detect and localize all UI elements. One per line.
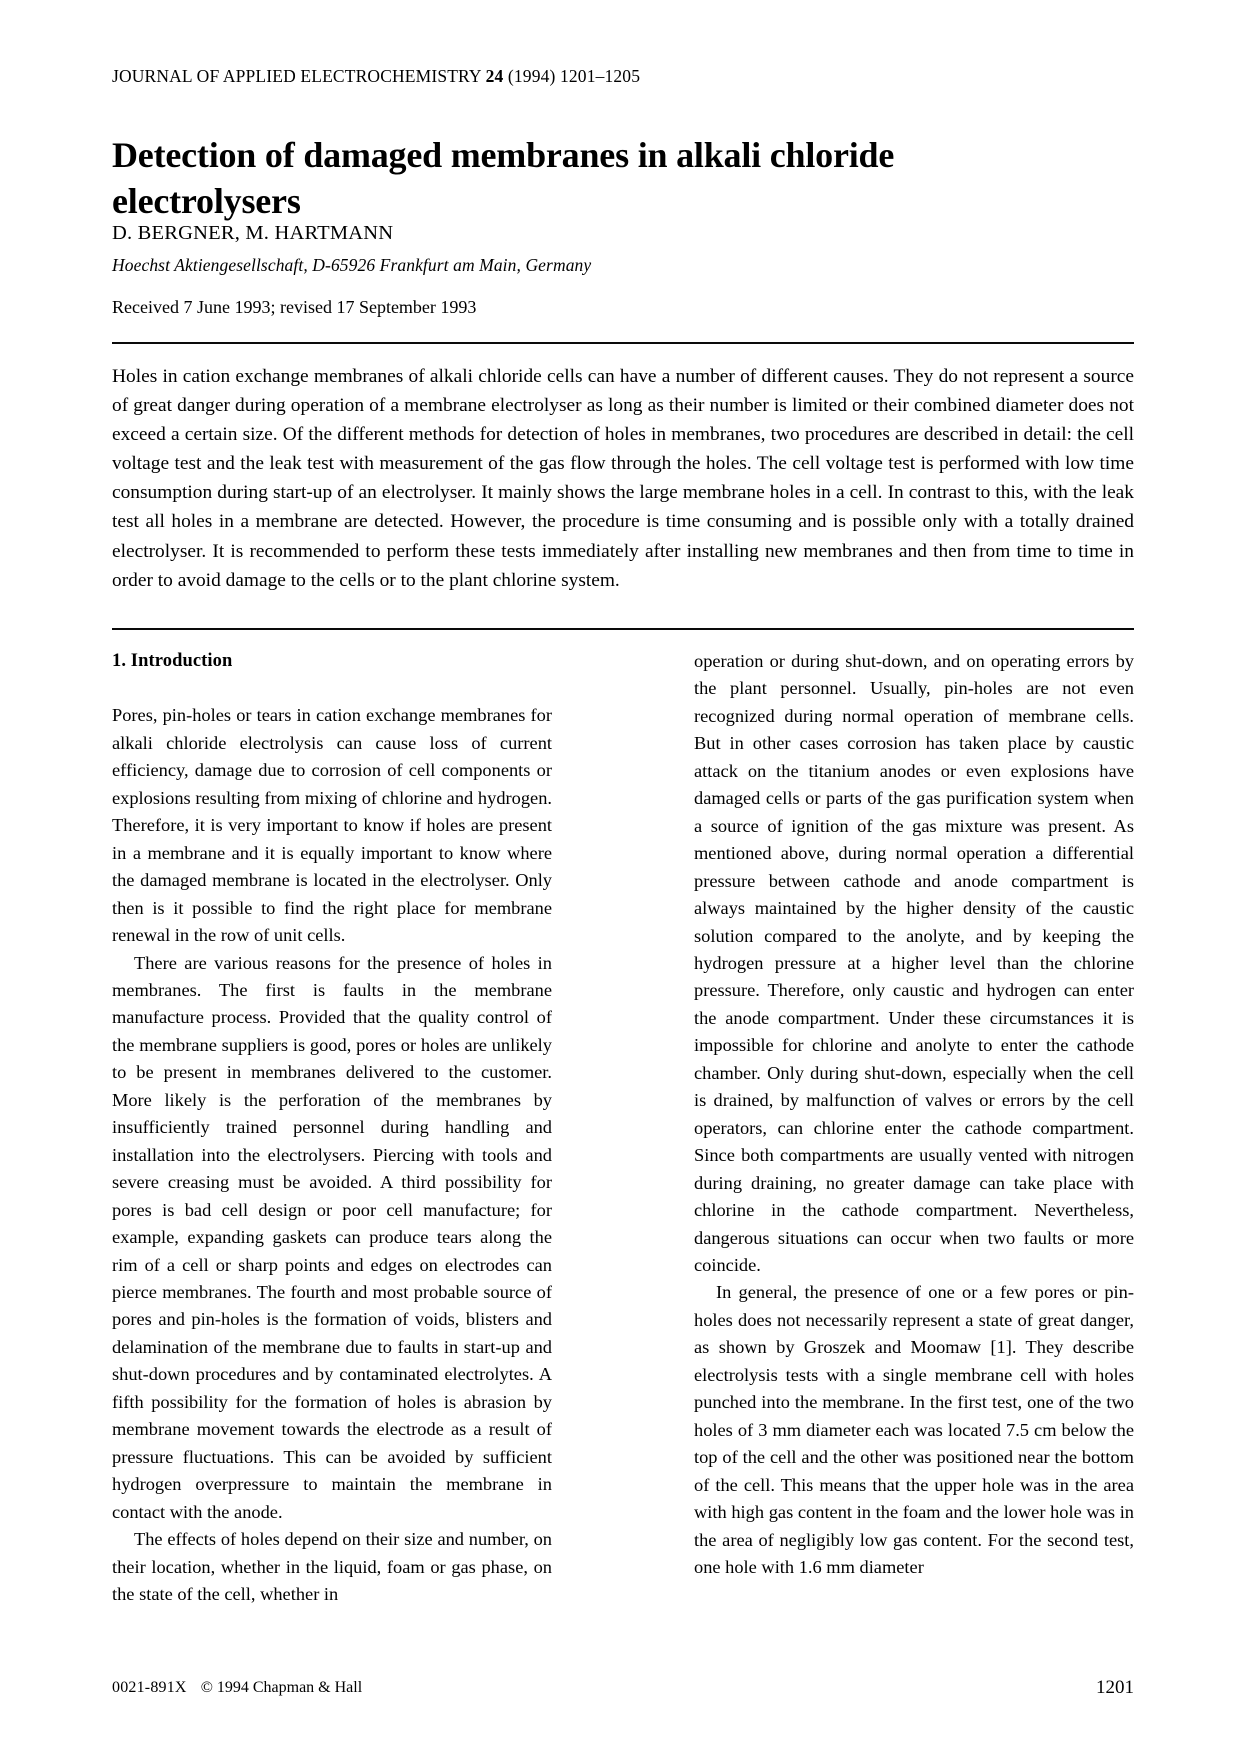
page-number: 1201 (1096, 1677, 1134, 1698)
divider-above-abstract (112, 342, 1134, 344)
abstract-text: Holes in cation exchange membranes of alkali chloride cells can have a number of different causes. They do not represent a source of great danger during operation of a membrane electrolyser as long as their number is limited or their combined diameter does not exceed a certain size. Of the different methods for detection of holes in membranes, two procedures are described in detail: the cell voltage test and the leak test with measurement of the gas flow through the holes. The cell voltage test is performed with low time consumption during start-up of an electrolyser. It mainly shows the large membrane holes in a cell. In contrast to this, with the leak test all holes in a membrane are detected. However, the procedure is time consuming and is possible only with a totally drained electrolyser. It is recommended to perform these tests immediately after installing new membranes and then from time to time in order to avoid damage to the cells or to the plant chlorine system. (112, 366, 1134, 591)
paragraph: There are various reasons for the presence of holes in membranes. The first is faults in the membrane manufacture process. Provided that the quality control of the membrane suppliers is good, pores or holes are unlikely to be present in membranes delivered to the customer. More likely is the perforation of the membranes by insufficiently trained personnel during handling and installation into the electrolysers. Piercing with tools and severe creasing must be avoided. A third possibility for pores is bad cell design or poor cell manufacture; for example, expanding gaskets can produce tears along the rim of a cell or sharp points and edges on electrodes can pierce membranes. The fourth and most probable source of pores and pin-holes is the formation of voids, blisters and delamination of the membrane due to faults in start-up and shut-down procedures and by contaminated electrolytes. A fifth possibility for the formation of holes is abrasion by membrane movement towards the electrode as a result of pressure fluctuations. This can be avoided by sufficient hydrogen overpressure to maintain the membrane in contact with the anode. (112, 952, 552, 1522)
footer-imprint (112, 1679, 362, 1697)
body-columns (112, 648, 1134, 1623)
divider-below-abstract (112, 628, 1134, 630)
received-dates: Received 7 June 1993; revised 17 September 1993 (112, 297, 477, 317)
page-title: Detection of damaged membranes in alkali chloride electrolysers (112, 135, 895, 222)
paragraph: operation or during shut-down, and on operating errors by the plant personnel. Usually, pin-holes are not even recognized during normal operation of membrane cells. But in other cases corrosion has taken place by caustic attack on the titanium anodes or even explosions have damaged cells or parts of the gas purification system when a source of ignition of the gas mixture was present. As mentioned above, during normal operation a differential pressure between cathode and anode compartment is always maintained by the higher density of the caustic solution compared to the anolyte, and by keeping the hydrogen pressure at a higher level than the chlorine pressure. Therefore, only caustic and hydrogen can enter the anode compartment. Under these circumstances it is impossible for chlorine and anolyte to enter the cathode chamber. Only during shut-down, especially when the cell is drained, by malfunction of valves or errors by the cell operators, can chlorine enter the cathode compartment. Since both compartments are usually vented with nitrogen during draining, no greater damage can take place with chlorine in the cathode compartment. Nevertheless, dangerous situations can occur when two faults or more coincide. (694, 651, 1134, 1275)
section-heading-introduction: 1. Introduction (112, 651, 233, 671)
left-column (112, 648, 552, 1608)
right-column (694, 648, 1134, 1581)
paragraph: Pores, pin-holes or tears in cation exchange membranes for alkali chloride electrolysis can cause loss of current efficiency, damage due to corrosion of cell components or explosions resulting from mixing of chlorine and hydrogen. Therefore, it is very important to know if holes are present in a membrane and it is equally important to know where the damaged membrane is located in the electrolyser. Only then is it possible to find the right place for membrane renewal in the row of unit cells. (112, 705, 552, 946)
running-head-prefix: JOURNAL OF APPLIED ELECTROCHEMISTRY (112, 66, 486, 86)
paragraph: The effects of holes depend on their size and number, on their location, whether in the liquid, foam or gas phase, on the state of the cell, whether in (112, 1529, 552, 1604)
running-head-suffix: (1994) 1201–1205 (503, 66, 641, 86)
copyright-notice: © 1994 Chapman & Hall (200, 1679, 363, 1696)
document-page (112, 0, 1134, 1757)
issn: 0021-891X (112, 1679, 187, 1696)
paragraph: In general, the presence of one or a few pores or pin-holes does not necessarily represent a state of great danger, as shown by Groszek and Moomaw [1]. They describe electrolysis tests with a single membrane cell with holes punched into the membrane. In the first test, one of the two holes of 3 mm diameter each was located 7.5 cm below the top of the cell and the other was positioned near the bottom of the cell. This means that the upper hole was in the area with high gas content in the foam and the lower hole was in the area of negligibly low gas content. For the second test, one hole with 1.6 mm diameter (694, 1282, 1134, 1577)
journal-volume: 24 (485, 66, 504, 86)
page-footer (112, 1679, 1134, 1705)
affiliation: Hoechst Aktiengesellschaft, D-65926 Frankfurt am Main, Germany (112, 255, 592, 275)
journal-running-head (112, 66, 640, 87)
author-list: D. BERGNER, M. HARTMANN (112, 222, 394, 244)
